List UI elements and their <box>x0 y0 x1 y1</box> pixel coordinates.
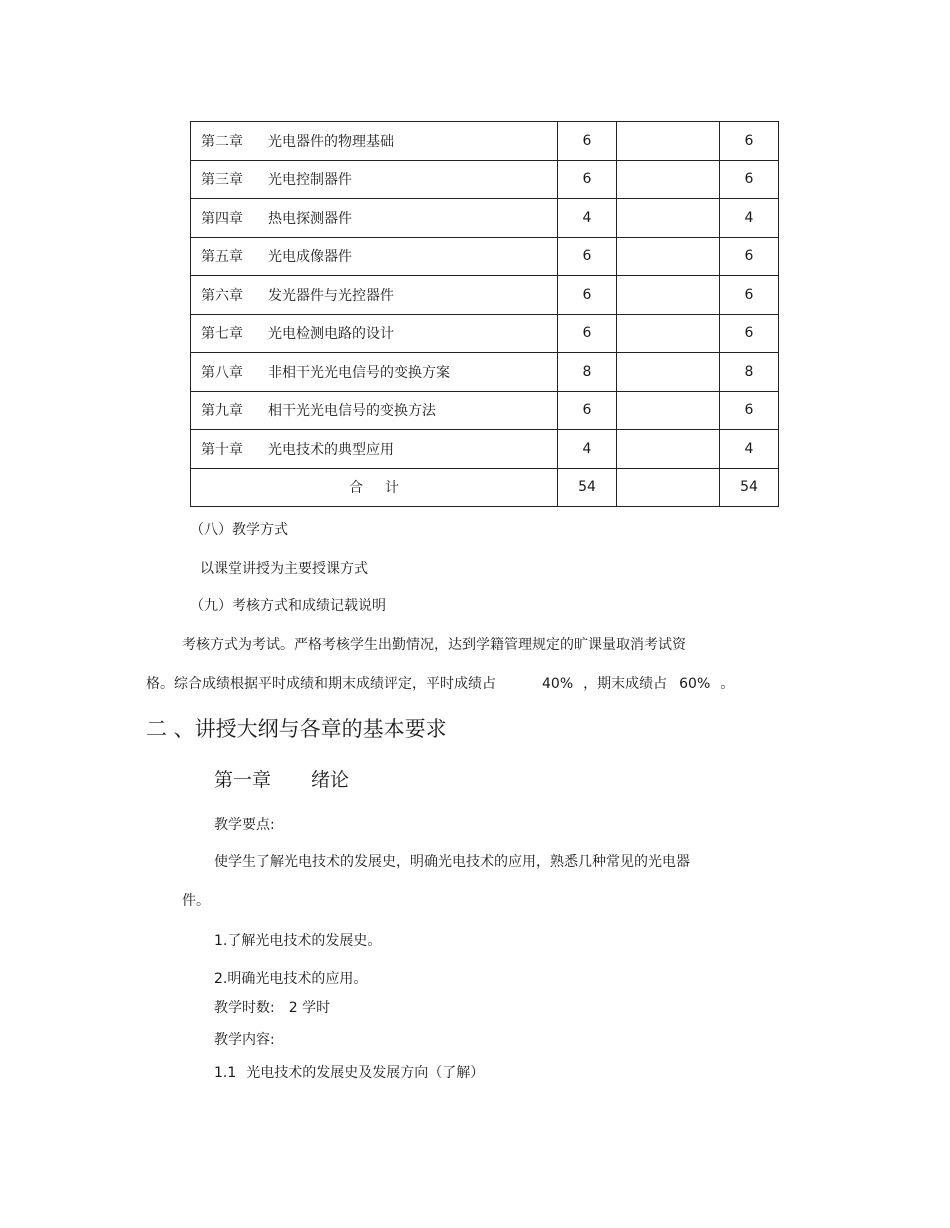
table-row <box>191 122 779 161</box>
chapter-1-heading <box>214 768 349 792</box>
teaching-hours-value: 2 学时 <box>288 1000 331 1016</box>
total-hours-cell: 6 <box>720 391 779 430</box>
table-row <box>191 199 779 238</box>
chapter-number: 第七章 <box>201 326 243 343</box>
final-grade-percent: 60% <box>679 676 711 692</box>
other-hours-cell <box>617 276 720 315</box>
lecture-hours-cell: 8 <box>558 353 617 392</box>
chapter-1-number: 第一章 <box>214 769 272 791</box>
total-label-a: 合 <box>349 480 363 497</box>
other-hours-cell <box>617 353 720 392</box>
total-hours-cell: 8 <box>720 353 779 392</box>
chapter-number: 第四章 <box>201 210 243 227</box>
chapter-title: 光电检测电路的设计 <box>268 326 394 343</box>
course-hours-table <box>190 121 779 507</box>
lecture-hours-cell: 6 <box>558 314 617 353</box>
lecture-hours-cell: 6 <box>558 237 617 276</box>
lecture-hours-cell: 6 <box>558 276 617 315</box>
chapter-cell <box>191 199 558 238</box>
chapter-number: 第九章 <box>201 403 243 420</box>
chapter-number: 第二章 <box>201 133 243 150</box>
content-item-1-text: 光电技术的发展史及发展方向（了解） <box>246 1065 485 1081</box>
chapter-cell <box>191 430 558 469</box>
total-hours-cell: 6 <box>720 314 779 353</box>
other-hours-cell <box>617 430 720 469</box>
section-9-paragraph-line-2 <box>146 675 734 693</box>
teaching-content-label: 教学内容: <box>214 1032 275 1048</box>
teaching-hours-label: 教学时数: <box>214 1000 275 1016</box>
chapter-cell <box>191 276 558 315</box>
lecture-hours-cell: 6 <box>558 391 617 430</box>
total-hours-cell: 6 <box>720 276 779 315</box>
chapter-cell <box>191 391 558 430</box>
key-points-label: 教学要点: <box>214 817 275 833</box>
grade-text-b: ，期末成绩占 <box>583 676 668 692</box>
teaching-hours <box>214 999 330 1017</box>
chapter-title: 非相干光光电信号的变换方案 <box>268 364 450 381</box>
chapter-cell <box>191 237 558 276</box>
lecture-hours-cell: 6 <box>558 122 617 161</box>
chapter-number: 第八章 <box>201 364 243 381</box>
grade-text-c: 。 <box>720 676 735 692</box>
chapter-number: 第十章 <box>201 441 243 458</box>
chapter-1-title: 绪论 <box>311 769 350 791</box>
section-9-paragraph-line-1: 考核方式为考试。严格考核学生出勤情况，达到学籍管理规定的旷课量取消考试资 <box>182 637 686 653</box>
regular-grade-percent: 40% <box>542 676 574 692</box>
key-points-line-1: 使学生了解光电技术的发展史，明确光电技术的应用，熟悉几种常见的光电器 <box>214 854 690 870</box>
section-8-body: 以课堂讲授为主要授课方式 <box>200 561 368 577</box>
lecture-hours-cell: 4 <box>558 199 617 238</box>
chapter-title: 光电成像器件 <box>268 249 352 266</box>
chapter-title: 发光器件与光控器件 <box>268 287 394 304</box>
other-hours-cell <box>617 391 720 430</box>
table-row <box>191 391 779 430</box>
key-point-item-1: 1.了解光电技术的发展史。 <box>214 933 382 949</box>
lecture-hours-cell: 6 <box>558 160 617 199</box>
total-other-hours <box>617 468 720 507</box>
chapter-cell <box>191 353 558 392</box>
key-point-item-2: 2.明确光电技术的应用。 <box>214 971 368 987</box>
total-hours-cell: 6 <box>720 237 779 276</box>
content-item-1 <box>214 1064 484 1082</box>
content-item-1-number: 1.1 <box>214 1065 237 1081</box>
chapter-title: 相干光光电信号的变换方法 <box>268 403 436 420</box>
chapter-title: 光电器件的物理基础 <box>268 133 394 150</box>
other-hours-cell <box>617 237 720 276</box>
chapter-title: 热电探测器件 <box>268 210 352 227</box>
table-row <box>191 276 779 315</box>
table-row <box>191 160 779 199</box>
other-hours-cell <box>617 122 720 161</box>
chapter-cell <box>191 122 558 161</box>
total-hours-cell: 4 <box>720 430 779 469</box>
total-hours-cell: 6 <box>720 122 779 161</box>
table-row <box>191 237 779 276</box>
chapter-title: 光电控制器件 <box>268 172 352 189</box>
table-row <box>191 314 779 353</box>
section-8-heading: （八）教学方式 <box>190 522 288 538</box>
chapter-cell <box>191 160 558 199</box>
other-hours-cell <box>617 160 720 199</box>
lecture-hours-cell: 4 <box>558 430 617 469</box>
total-label-cell <box>191 468 558 507</box>
other-hours-cell <box>617 314 720 353</box>
section-9-heading: （九）考核方式和成绩记载说明 <box>190 598 386 614</box>
chapter-number: 第六章 <box>201 287 243 304</box>
chapter-number: 第五章 <box>201 249 243 266</box>
other-hours-cell <box>617 199 720 238</box>
total-lecture-hours: 54 <box>558 468 617 507</box>
grade-text-a: 格。综合成绩根据平时成绩和期末成绩评定，平时成绩占 <box>146 676 496 692</box>
total-all-hours: 54 <box>720 468 779 507</box>
key-points-line-2: 件。 <box>182 893 210 909</box>
chapter-number: 第三章 <box>201 172 243 189</box>
part-2-heading: 二 、讲授大纲与各章的基本要求 <box>146 717 447 741</box>
table-row <box>191 430 779 469</box>
table-row <box>191 353 779 392</box>
total-label-b: 计 <box>385 480 399 497</box>
table-total-row <box>191 468 779 507</box>
chapter-title: 光电技术的典型应用 <box>268 441 394 458</box>
total-hours-cell: 4 <box>720 199 779 238</box>
total-hours-cell: 6 <box>720 160 779 199</box>
chapter-cell <box>191 314 558 353</box>
